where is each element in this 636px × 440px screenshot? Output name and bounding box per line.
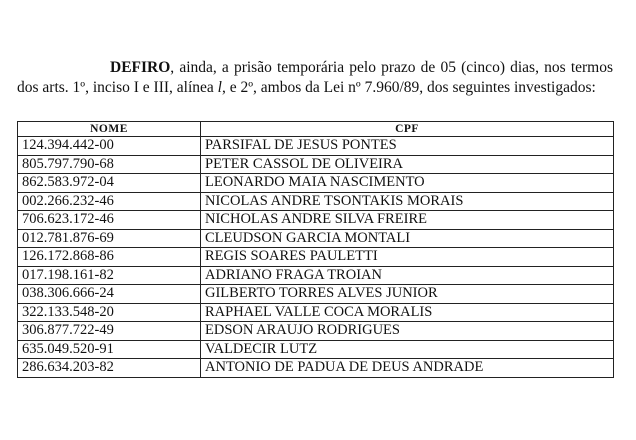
table-row: [18, 340, 614, 359]
name-cell: RAPHAEL VALLE COCA MORALIS: [201, 303, 614, 322]
cpf-cell: 286.634.203-82: [18, 359, 201, 378]
cpf-cell: 635.049.520-91: [18, 340, 201, 359]
intro-line-1: , ainda, a prisão temporária pelo prazo de 05 (cinco) dias, nos: [170, 58, 566, 76]
table-row: [18, 359, 614, 378]
table-body: [18, 137, 614, 378]
name-cell: VALDECIR LUTZ: [201, 340, 614, 359]
table-row: [18, 285, 614, 304]
name-cell: PETER CASSOL DE OLIVEIRA: [201, 155, 614, 174]
name-cell: EDSON ARAUJO RODRIGUES: [201, 322, 614, 341]
name-cell: PARSIFAL DE JESUS PONTES: [201, 137, 614, 156]
name-cell: REGIS SOARES PAULETTI: [201, 248, 614, 267]
name-cell: ANTONIO DE PADUA DE DEUS ANDRADE: [201, 359, 614, 378]
intro-line-3: seguintes investigados:: [452, 78, 596, 96]
table-row: [18, 192, 614, 211]
table-row: [18, 266, 614, 285]
table-header-row: [18, 122, 614, 137]
table-row: [18, 248, 614, 267]
intro-line-2b: , e 2º, ambos da Lei nº 7.960/89, dos: [221, 78, 449, 96]
name-cell: NICOLAS ANDRE TSONTAKIS MORAIS: [201, 192, 614, 211]
intro-line-2a: termos dos arts. 1º, inciso I e III, alínea: [17, 58, 613, 96]
cpf-cell: 038.306.666-24: [18, 285, 201, 304]
investigados-table: [17, 121, 614, 378]
cpf-cell: 306.877.722-49: [18, 322, 201, 341]
cpf-cell: 002.266.232-46: [18, 192, 201, 211]
cpf-cell: 322.133.548-20: [18, 303, 201, 322]
cpf-cell: 706.623.172-46: [18, 211, 201, 230]
table-row: [18, 303, 614, 322]
name-cell: LEONARDO MAIA NASCIMENTO: [201, 174, 614, 193]
cpf-cell: 017.198.161-82: [18, 266, 201, 285]
table-row: [18, 155, 614, 174]
table-row: [18, 211, 614, 230]
cpf-cell: 124.394.442-00: [18, 137, 201, 156]
name-cell: ADRIANO FRAGA TROIAN: [201, 266, 614, 285]
name-cell: GILBERTO TORRES ALVES JUNIOR: [201, 285, 614, 304]
table-row: [18, 137, 614, 156]
cpf-cell: 012.781.876-69: [18, 229, 201, 248]
table-row: [18, 229, 614, 248]
cpf-cell: 805.797.790-68: [18, 155, 201, 174]
cpf-cell: 126.172.868-86: [18, 248, 201, 267]
intro-paragraph: [17, 58, 613, 98]
intro-line-2-italic: l: [217, 78, 222, 96]
name-cell: NICHOLAS ANDRE SILVA FREIRE: [201, 211, 614, 230]
table-row: [18, 322, 614, 341]
cpf-cell: 862.583.972-04: [18, 174, 201, 193]
header-nome: NOME: [18, 122, 201, 137]
header-cpf: CPF: [201, 122, 614, 137]
table-row: [18, 174, 614, 193]
lead-word: DEFIRO: [110, 58, 171, 76]
name-cell: CLEUDSON GARCIA MONTALI: [201, 229, 614, 248]
